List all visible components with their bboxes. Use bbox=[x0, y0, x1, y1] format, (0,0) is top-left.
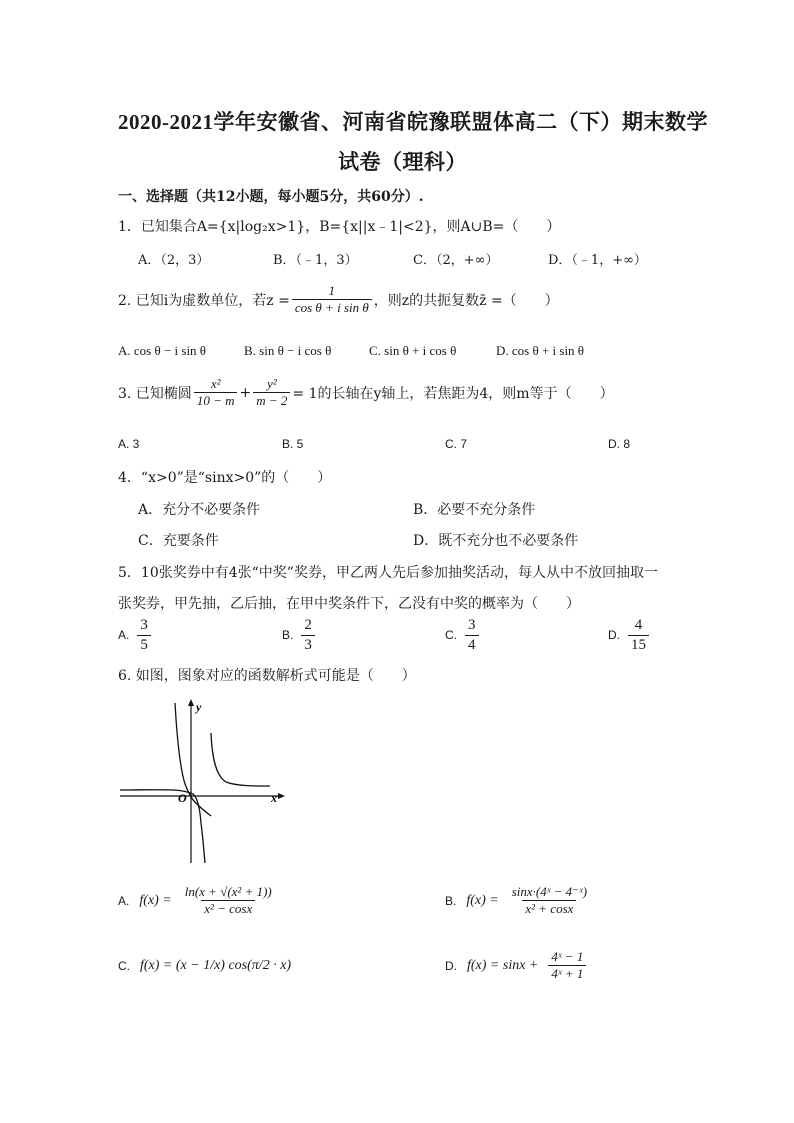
q3-f1-num: x² bbox=[210, 376, 221, 391]
q1-option-d: D．（﹣1，+∞） bbox=[548, 253, 647, 268]
q5-option-b bbox=[282, 617, 315, 653]
q6-option-d bbox=[445, 950, 586, 982]
q6-d-num: 4ˣ − 1 bbox=[551, 949, 584, 964]
curve-right-branch bbox=[211, 733, 270, 786]
question-2-stem bbox=[118, 284, 559, 316]
q2-frac-num: 1 bbox=[328, 283, 336, 298]
q2-pre: 2. 已知i为虚数单位，若z = bbox=[118, 292, 290, 309]
q2-frac-den: cos θ + i sin θ bbox=[292, 299, 372, 315]
x-axis-arrow bbox=[278, 793, 285, 799]
q4-option-c: C．充要条件 bbox=[138, 533, 219, 549]
q5-option-a bbox=[118, 617, 151, 653]
q6-d-label: D. bbox=[445, 958, 457, 973]
question-4-stem: 4．“x>0”是“sinx>0”的（ ） bbox=[118, 470, 332, 486]
section-heading: 一、选择题（共12小题，每小题5分，共60分）. bbox=[118, 189, 424, 205]
q6-a-frac bbox=[182, 885, 275, 917]
q6-d-den: 4ˣ + 1 bbox=[548, 965, 586, 981]
q5-d-num: 4 bbox=[634, 617, 643, 633]
q5-c-label: C. bbox=[445, 628, 457, 642]
q5-a-frac bbox=[137, 617, 151, 653]
question-1-stem: 1．已知集合A={x|log₂x>1}，B={x||x﹣1|<2}，则A∪B=（ ） bbox=[118, 219, 561, 235]
y-axis-arrow bbox=[188, 699, 194, 706]
q6-option-b bbox=[445, 885, 590, 917]
x-axis-label: x bbox=[271, 791, 277, 805]
q5-d-label: D. bbox=[608, 628, 620, 642]
q2-post: ，则z的共扼复数z̄ =（ ） bbox=[373, 292, 559, 309]
q2-option-b: B. sin θ − i cos θ bbox=[244, 343, 332, 358]
q3-post: = 1的长轴在y轴上，若焦距为4，则m等于（ ） bbox=[292, 385, 614, 402]
q4-option-b: B．必要不充分条件 bbox=[413, 502, 536, 518]
q5-b-num: 2 bbox=[304, 617, 312, 633]
q5-d-den: 15 bbox=[628, 635, 649, 654]
q5-a-num: 3 bbox=[140, 617, 148, 633]
q6-b-lhs: f(x) = bbox=[466, 892, 499, 908]
q3-option-d: D. 8 bbox=[608, 437, 631, 451]
q5-c-den: 4 bbox=[465, 635, 479, 654]
curve-left-branch bbox=[120, 790, 205, 863]
q2-fraction bbox=[292, 284, 372, 316]
y-axis-label: y bbox=[196, 700, 202, 714]
q1-option-a: A．（2，3） bbox=[138, 253, 210, 268]
q3-fraction-2 bbox=[253, 377, 290, 409]
q6-b-num: sinx·(4ˣ − 4⁻ˣ) bbox=[511, 884, 588, 899]
q5-b-frac bbox=[301, 617, 315, 653]
q6-option-c bbox=[118, 958, 291, 974]
page-subtitle: 试卷（理科） bbox=[338, 150, 467, 174]
q3-f2-den: m − 2 bbox=[253, 392, 290, 408]
q6-option-a bbox=[118, 885, 275, 917]
question-5-line-1: 5．10张奖券中有4张“中奖”奖券，甲乙两人先后参加抽奖活动，每人从中不放回抽取一 bbox=[118, 565, 658, 581]
page-title: 2020-2021学年安徽省、河南省皖豫联盟体高二（下）期末数学 bbox=[118, 110, 708, 134]
origin-label: O bbox=[178, 791, 187, 805]
q4-option-d: D．既不充分也不必要条件 bbox=[413, 533, 579, 549]
q3-f2-num: y² bbox=[266, 376, 277, 391]
q5-a-den: 5 bbox=[137, 635, 151, 654]
q3-option-c: C. 7 bbox=[445, 437, 468, 451]
q6-a-lhs: f(x) = bbox=[139, 892, 172, 908]
q5-d-frac bbox=[628, 617, 649, 653]
function-graph bbox=[118, 698, 288, 866]
q5-c-num: 3 bbox=[468, 617, 476, 633]
q5-b-label: B. bbox=[282, 628, 294, 642]
q6-c-label: C. bbox=[118, 959, 130, 973]
q2-option-c: C. sin θ + i cos θ bbox=[369, 343, 457, 358]
q2-option-d: D. cos θ + i sin θ bbox=[496, 343, 585, 358]
q5-b-den: 3 bbox=[301, 635, 315, 654]
q2-option-a: A. cos θ − i sin θ bbox=[118, 343, 207, 358]
q1-option-b: B．（﹣1，3） bbox=[273, 253, 358, 268]
q3-plus: + bbox=[239, 384, 252, 401]
q3-pre: 3. 已知椭圆 bbox=[118, 385, 192, 402]
q5-c-frac bbox=[465, 617, 479, 653]
q6-d-lhs: f(x) = sinx + bbox=[467, 957, 539, 973]
question-3-stem bbox=[118, 377, 614, 409]
q3-fraction-1 bbox=[194, 377, 238, 409]
q6-b-label: B. bbox=[445, 893, 457, 908]
q1-option-c: C．（2，+∞） bbox=[413, 253, 499, 268]
q6-a-label: A. bbox=[118, 893, 130, 908]
q6-b-frac bbox=[509, 885, 590, 917]
q6-a-den: x² − cosx bbox=[201, 900, 255, 916]
question-6-stem: 6. 如图，图象对应的函数解析式可能是（ ） bbox=[118, 668, 416, 684]
q6-b-den: x² + cosx bbox=[522, 900, 576, 916]
q3-option-b: B. 5 bbox=[282, 437, 304, 451]
q4-option-a: A．充分不必要条件 bbox=[138, 502, 261, 518]
q5-a-label: A. bbox=[118, 628, 130, 642]
q5-option-d bbox=[608, 617, 649, 653]
q5-option-c bbox=[445, 617, 479, 653]
question-5-line-2: 张奖券，甲先抽，乙后抽，在甲中奖条件下，乙没有中奖的概率为（ ） bbox=[118, 596, 580, 612]
q3-option-a: A. 3 bbox=[118, 437, 140, 451]
q6-a-num: ln(x + √(x² + 1)) bbox=[184, 884, 272, 899]
q3-f1-den: 10 − m bbox=[194, 392, 238, 408]
q6-d-frac bbox=[548, 950, 586, 982]
q6-c-expr: f(x) = (x − 1/x) cos(π/2 · x) bbox=[140, 958, 292, 973]
